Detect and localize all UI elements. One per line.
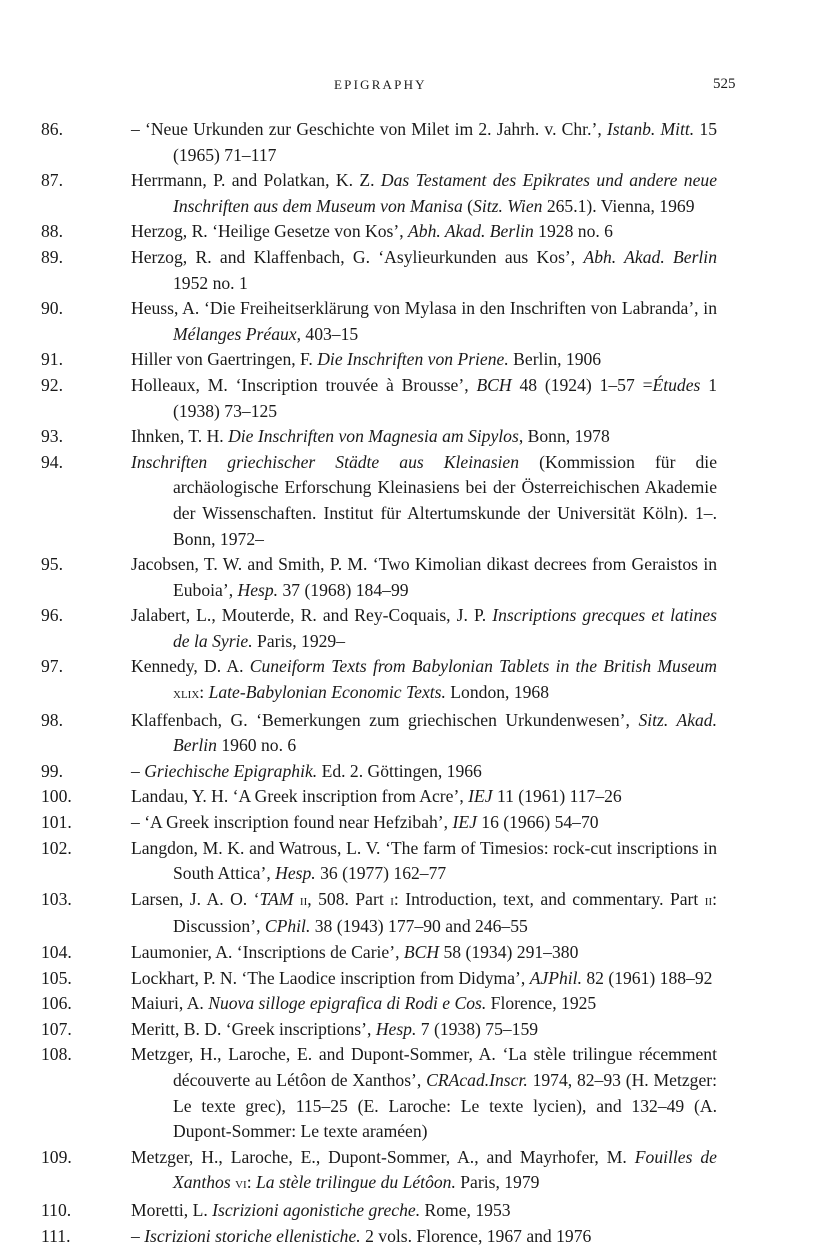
entry-number: 100. — [41, 786, 72, 807]
entry-text: Kennedy, D. A. — [131, 656, 250, 677]
entry-text: – — [131, 760, 145, 781]
bibliography-entry — [0, 1224, 822, 1250]
entry-text: Herzog, R. ‘Heilige Gesetze von Kos’, — [131, 221, 409, 242]
entry-roman-numeral: vi — [235, 1176, 247, 1193]
bibliography-entry — [0, 219, 822, 245]
entry-text: Hiller von Gaertringen, F. — [131, 349, 318, 370]
entry-text: Lockhart, P. N. ‘The Laodice inscription from Didyma’, — [131, 967, 530, 988]
entry-text: Paris, 1929– — [252, 630, 346, 651]
bibliography-entry — [0, 117, 822, 168]
entry-text: 36 (1977) 162–77 — [315, 863, 447, 884]
entry-roman-numeral: ii — [299, 892, 308, 909]
bibliography-entry — [0, 887, 822, 940]
entry-text: 11 (1961) 117–26 — [492, 786, 622, 807]
entry-title-italic: TAM — [259, 888, 294, 909]
entry-title-italic: Iscrizioni agonistiche greche. — [212, 1199, 421, 1220]
entry-title-italic: Iscrizioni storiche ellenistiche. — [144, 1225, 361, 1246]
entry-title-italic: Hesp. — [375, 1018, 417, 1039]
entry-title-italic: Die Inschriften von Magnesia am Sipylos — [228, 426, 519, 447]
entry-title-italic: Die Inschriften von Priene. — [317, 349, 509, 370]
entry-roman-numeral: ii — [704, 892, 713, 909]
entry-number: 103. — [41, 888, 72, 909]
entry-text: 37 (1968) 184–99 — [278, 579, 409, 600]
entry-number: 93. — [41, 426, 63, 447]
entry-number: 86. — [41, 119, 63, 139]
bibliography-entry — [0, 940, 822, 966]
bibliography-entry — [0, 347, 822, 373]
bibliography-entry — [0, 552, 822, 603]
entry-text: Moretti, L. — [131, 1199, 213, 1220]
entry-title-italic: Sitz. Akad. Berlin — [173, 709, 718, 756]
bibliography-entry — [0, 1198, 822, 1224]
entry-text: Heuss, A. ‘Die Freiheitserklärung von Mylasa in den Inschriften von Labranda’, in — [131, 298, 717, 319]
entry-text: 48 (1924) 1–57 = — [511, 374, 653, 395]
entry-title-italic: Abh. Akad. Berlin — [583, 246, 717, 267]
entry-text: Herrmann, P. and Polatkan, K. Z. — [131, 170, 381, 191]
bibliography-entry — [0, 810, 822, 836]
entry-title-italic: Istanb. Mitt. — [606, 119, 695, 139]
entry-title-italic: Inschriften griechischer Städte aus Kleinasien — [131, 451, 520, 472]
entry-text: Larsen, J. A. O. ‘ — [131, 888, 260, 909]
entry-title-italic: BCH — [476, 374, 512, 395]
bibliography-entry — [0, 1042, 822, 1144]
entry-text: 265.1). Vienna, 1969 — [542, 195, 695, 216]
entry-number: 106. — [41, 993, 72, 1014]
bibliography-entry — [0, 708, 822, 759]
bibliography-entry — [0, 450, 822, 552]
entry-text: Langdon, M. K. and Watrous, L. V. ‘The farm of Timesios: rock-cut inscriptions in South Attica’, — [131, 837, 717, 884]
entry-text: : — [246, 1172, 256, 1193]
entry-number: 92. — [41, 374, 63, 395]
entry-text: Klaffenbach, G. ‘Bemerkungen zum griechischen Urkundenwesen’, — [131, 709, 639, 730]
entry-text: 58 (1934) 291–380 — [439, 942, 579, 962]
entry-text: 1 (1938) 73–125 — [173, 374, 718, 421]
entry-text: 7 (1938) 75–159 — [416, 1018, 539, 1039]
bibliography-entry — [0, 991, 822, 1017]
bibliography-entry — [0, 424, 822, 450]
bibliography-entry — [0, 603, 822, 654]
entry-text: Florence, 1925 — [486, 993, 597, 1014]
entry-title-italic: La stèle trilingue du Létôon. — [255, 1172, 456, 1193]
entry-text: 1960 no. 6 — [216, 735, 297, 756]
entry-title-italic: CRAcad.Inscr. — [426, 1069, 528, 1090]
bibliography-entry — [0, 836, 822, 887]
entry-text: Holleaux, M. ‘Inscription trouvée à Brousse’, — [131, 374, 477, 395]
entry-text: 15 (1965) 71–117 — [173, 119, 717, 165]
entry-number: 108. — [41, 1044, 72, 1065]
entry-number: 104. — [41, 942, 72, 962]
entry-text: London, 1968 — [445, 682, 550, 703]
entry-title-italic: CPhil. — [264, 916, 311, 937]
bibliography-entry — [0, 759, 822, 785]
entry-title-italic: AJPhil. — [529, 967, 582, 988]
entry-number: 101. — [41, 812, 72, 833]
entry-number: 109. — [41, 1146, 72, 1167]
entry-number: 90. — [41, 298, 63, 319]
entry-number: 89. — [41, 246, 63, 267]
entry-text: Paris, 1979 — [455, 1172, 540, 1193]
entry-title-italic: IEJ — [468, 786, 493, 807]
entry-number: 96. — [41, 605, 63, 626]
entry-title-italic: Inscriptions grecques et latines de la Syrie. — [173, 605, 717, 651]
entry-title-italic: Cuneiform Texts from Babylonian Tablets in the British Museum — [249, 656, 717, 677]
entry-number: 98. — [41, 709, 63, 730]
entry-text: – — [131, 1225, 145, 1246]
entry-text: 82 (1961) 188–92 — [581, 967, 713, 988]
entry-title-italic: Das Testament des Epikrates und andere neue Inschriften aus dem Museum von Manisa — [173, 170, 718, 216]
entry-title-italic: BCH — [403, 942, 440, 962]
entry-number: 110. — [41, 1199, 72, 1220]
entry-text: Jacobsen, T. W. and Smith, P. M. ‘Two Kimolian dikast decrees from Geraistos in Euboia’, — [131, 554, 717, 600]
entry-number: 95. — [41, 554, 63, 575]
entry-text: Jalabert, L., Mouterde, R. and Rey-Coquais, J. P. — [131, 605, 493, 626]
entry-text: – ‘A Greek inscription found near Hefzibah’, — [131, 812, 453, 833]
page-number: 525 — [713, 76, 736, 92]
entry-title-italic: Fouilles de Xanthos — [173, 1146, 717, 1193]
entry-text: 1952 no. 1 — [173, 272, 248, 293]
entry-text: , 508. Part — [307, 888, 391, 909]
entry-title-italic: Nuova silloge epigrafica di Rodi e Cos. — [208, 993, 487, 1014]
entry-number: 99. — [41, 760, 63, 781]
entry-title-italic: Hesp. — [275, 863, 316, 884]
entry-text: Laumonier, A. ‘Inscriptions de Carie’, — [131, 942, 404, 962]
bibliography-entry — [0, 1017, 822, 1043]
entry-text: 16 (1966) 54–70 — [476, 812, 599, 833]
entry-title-italic: Études — [652, 374, 701, 395]
page-header — [0, 77, 822, 99]
entry-text: Berlin, 1906 — [508, 349, 602, 370]
entry-title-italic: Mélanges Préaux — [173, 323, 297, 344]
entry-number: 111. — [41, 1225, 71, 1246]
entry-text: : Discussion’, — [173, 888, 717, 937]
entry-title-italic: Late-Babylonian Economic Texts. — [208, 682, 446, 703]
bibliography-list — [0, 117, 822, 1249]
entry-number: 97. — [41, 656, 63, 677]
bibliography-entry — [0, 1145, 822, 1198]
entry-title-italic: IEJ — [452, 812, 477, 833]
entry-text: , Bonn, 1978 — [518, 426, 610, 447]
entry-text: 38 (1943) 177–90 and 246–55 — [310, 916, 528, 937]
bibliography-entry — [0, 784, 822, 810]
bibliography-entry — [0, 168, 822, 219]
entry-text: – ‘Neue Urkunden zur Geschichte von Milet im 2. Jahrh. v. Chr.’, — [131, 119, 607, 139]
entry-title-italic: Hesp. — [237, 579, 279, 600]
entry-number: 94. — [41, 451, 63, 472]
entry-text: : — [199, 682, 209, 703]
entry-text: Maiuri, A. — [131, 993, 209, 1014]
entry-text: : Introduction, text, and commentary. Part — [393, 888, 705, 909]
entry-text: 2 vols. Florence, 1967 and 1976 — [360, 1225, 592, 1246]
entry-title-italic: Abh. Akad. Berlin — [408, 221, 534, 242]
entry-number: 107. — [41, 1018, 72, 1039]
entry-number: 105. — [41, 967, 72, 988]
entry-text: 1928 no. 6 — [533, 221, 613, 242]
entry-roman-numeral: i — [390, 892, 394, 909]
entry-text: Ed. 2. Göttingen, 1966 — [317, 760, 482, 781]
entry-number: 88. — [41, 221, 63, 242]
entry-text: Rome, 1953 — [420, 1199, 511, 1220]
entry-text: ( — [462, 195, 474, 216]
entry-number: 87. — [41, 170, 63, 191]
bibliography-entry — [0, 654, 822, 707]
bibliography-entry — [0, 296, 822, 347]
bibliography-entry — [0, 966, 822, 992]
entry-text: 1974, 82–93 (H. Metzger: Le texte grec), 115–25 (E. Laroche: Le texte lycien), and 132–49 (A. Dupont-Sommer: Le texte araméen) — [173, 1069, 717, 1142]
entry-roman-numeral: xlix — [173, 686, 200, 703]
entry-text: Herzog, R. and Klaffenbach, G. ‘Asylieurkunden aus Kos’, — [131, 246, 584, 267]
entry-text: Landau, Y. H. ‘A Greek inscription from Acre’, — [131, 786, 469, 807]
bibliography-entry — [0, 245, 822, 296]
bibliography-entry — [0, 373, 822, 424]
entry-text: Metzger, H., Laroche, E. and Dupont-Sommer, A. ‘La stèle trilingue récemment découverte au Létôon de Xanthos’, — [131, 1044, 717, 1090]
entry-title-italic: Griechische Epigraphik. — [144, 760, 318, 781]
entry-text: (Kommission für die archäologische Erforschung Kleinasiens bei der Österreichischen Akademie der Wissenschaften. Institut für Altertumskunde der Universität Köln). 1–. Bonn, 1972– — [173, 451, 718, 549]
entry-text: Ihnken, T. H. — [131, 426, 229, 447]
entry-text: Meritt, B. D. ‘Greek inscriptions’, — [131, 1018, 376, 1039]
entry-text: , 403–15 — [296, 323, 359, 344]
entry-text: Metzger, H., Laroche, E., Dupont-Sommer, A., and Mayrhofer, M. — [131, 1146, 635, 1167]
entry-number: 91. — [41, 349, 63, 370]
running-head: EPIGRAPHY — [334, 77, 427, 92]
entry-title-italic: Sitz. Wien — [473, 195, 543, 216]
entry-number: 102. — [41, 837, 72, 858]
